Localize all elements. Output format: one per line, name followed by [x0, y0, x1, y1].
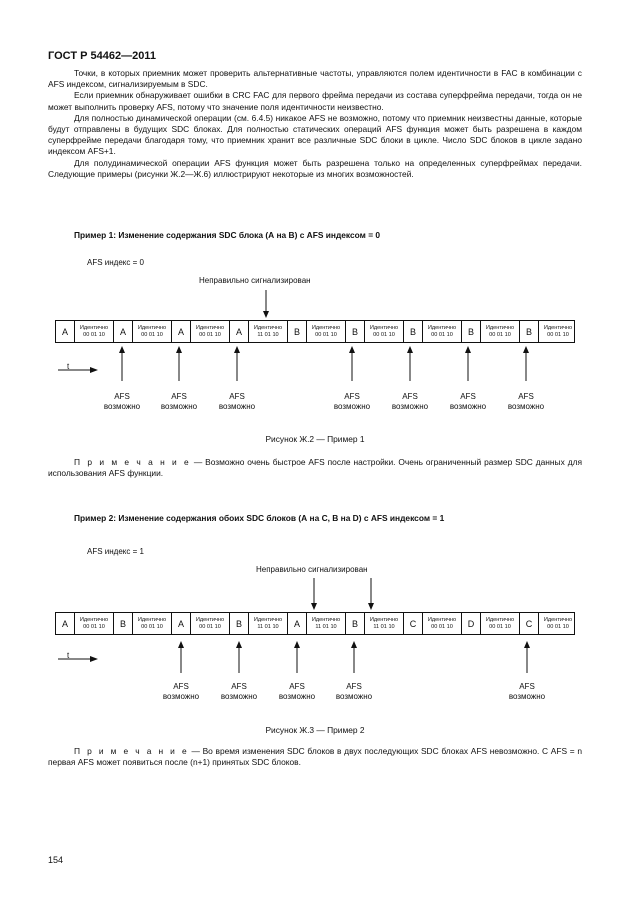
- identity-bits: 00 01 10: [431, 623, 453, 630]
- identity-word: Идентично: [79, 616, 109, 623]
- sdc-block-letter: A: [172, 613, 191, 634]
- sdc-block-letter: C: [520, 613, 539, 634]
- identity-word: Идентично: [253, 324, 283, 331]
- paragraph-2: Если приемник обнаруживает ошибки в CRC FAC для первого фрейма передачи из состава суперфрейма передачи, тогда он не может выполнить проверку AFS, потому что значение поля идентичности неизвестно.: [48, 90, 582, 112]
- identity-word: Идентично: [543, 324, 573, 331]
- afs-possible-label: [324, 682, 384, 702]
- identity-bits: 11 01 10: [373, 623, 395, 630]
- afs-word: AFS: [114, 392, 130, 401]
- afs-word: AFS: [344, 392, 360, 401]
- note-label: П р и м е ч а н и е: [74, 457, 191, 467]
- sdc-block-letter: C: [404, 613, 423, 634]
- afs-arrow-up: [351, 641, 357, 673]
- identity-bits: 11 01 10: [257, 623, 279, 630]
- sdc-block-letter: D: [462, 613, 481, 634]
- sdc-block-letter: B: [520, 321, 539, 342]
- example1-heading: Пример 1: Изменение содержания SDC блока (А на В) с AFS индексом = 0: [74, 230, 381, 240]
- possible-word: возможно: [508, 692, 546, 701]
- identity-bits: 00 01 10: [83, 331, 105, 338]
- identity-bits: 00 01 10: [141, 623, 163, 630]
- possible-word: возможно: [162, 692, 200, 701]
- wrong-signal-arrow-down: [311, 578, 317, 610]
- identity-word: Идентично: [369, 616, 399, 623]
- identity-word: Идентично: [427, 324, 457, 331]
- possible-word: возможно: [333, 402, 371, 411]
- document-header: ГОСТ Р 54462—2011: [48, 50, 156, 62]
- afs-possible-label: [267, 682, 327, 702]
- sdc-block-letter: B: [346, 613, 365, 634]
- possible-word: возможно: [391, 402, 429, 411]
- note-text: — Возможно очень быстрое AFS после настройки. Очень ограниченный размер SDC данных для использования AFS функции.: [48, 457, 583, 479]
- wrong-signal-arrow-down: [368, 578, 374, 610]
- sdc-block-letter: A: [56, 321, 75, 342]
- sdc-block-letter: B: [230, 613, 249, 634]
- page-number: 154: [48, 855, 64, 865]
- possible-word: возможно: [449, 402, 487, 411]
- identity-word: Идентично: [485, 324, 515, 331]
- identity-word: Идентично: [137, 616, 167, 623]
- identity-bits: 00 01 10: [315, 331, 337, 338]
- identity-bits: 00 01 10: [141, 331, 163, 338]
- possible-word: возможно: [103, 402, 141, 411]
- identity-bits: 00 01 10: [547, 331, 569, 338]
- afs-word: AFS: [460, 392, 476, 401]
- identity-word: Идентично: [253, 616, 283, 623]
- possible-word: возможно: [507, 402, 545, 411]
- identity-word: Идентично: [369, 324, 399, 331]
- afs-arrow-up: [524, 641, 530, 673]
- identity-bits: 00 01 10: [489, 331, 511, 338]
- afs-possible-label: [209, 682, 269, 702]
- afs-word: AFS: [171, 392, 187, 401]
- sdc-block-letter: A: [114, 321, 133, 342]
- note-label: П р и м е ч а н и е: [74, 746, 189, 756]
- afs-possible-label: [497, 682, 557, 702]
- possible-word: возможно: [335, 692, 373, 701]
- identity-bits: 00 01 10: [489, 623, 511, 630]
- identity-bits: 11 01 10: [315, 623, 337, 630]
- afs-word: AFS: [346, 682, 362, 691]
- afs-word: AFS: [289, 682, 305, 691]
- paragraph-1: Точки, в которых приемник может проверить альтернативные частоты, управляются полем идентичности в FAC в комбинации с AFS индексом, сигнализируемым в SDC.: [48, 68, 582, 90]
- sdc-block-letter: B: [114, 613, 133, 634]
- example2-wrong-label: Неправильно сигнализирован: [256, 565, 368, 574]
- possible-word: возможно: [218, 402, 256, 411]
- example1-afs-index: AFS индекс = 0: [87, 258, 144, 267]
- sdc-block-letter: B: [462, 321, 481, 342]
- sdc-block-letter: B: [346, 321, 365, 342]
- paragraph-3: Для полностью динамической операции (см. 6.4.5) никакое AFS не возможно, потому что приемник неизвестны данные, которые будут отправлены в будущих SDC блоках. Для полностью статических операций AFS функция может быть разрешена в каждом суперфрейме передачи благодаря тому, что приемник хранит все различные SDC блоки в цикле. Число SDC блоков в цикле задано индексом AFS+1.: [48, 112, 582, 157]
- identity-word: Идентично: [195, 324, 225, 331]
- afs-word: AFS: [519, 682, 535, 691]
- afs-arrow-up: [236, 641, 242, 673]
- identity-word: Идентично: [79, 324, 109, 331]
- example2-note: [48, 746, 582, 768]
- identity-word: Идентично: [195, 616, 225, 623]
- sdc-block-letter: A: [172, 321, 191, 342]
- identity-word: Идентично: [543, 616, 573, 623]
- sdc-block-letter: A: [56, 613, 75, 634]
- afs-word: AFS: [231, 682, 247, 691]
- identity-bits: 00 01 10: [199, 623, 221, 630]
- identity-word: Идентично: [427, 616, 457, 623]
- example2-time-label: t: [67, 651, 70, 660]
- afs-word: AFS: [402, 392, 418, 401]
- sdc-block-letter: B: [288, 321, 307, 342]
- identity-word: Идентично: [311, 324, 341, 331]
- example1-caption: Рисунок Ж.2 — Пример 1: [265, 434, 365, 444]
- afs-possible-label: [151, 682, 211, 702]
- example2-heading: Пример 2: Изменение содержания обоих SDC блоков (А на С, В на D) с AFS индексом = 1: [74, 513, 445, 523]
- identity-word: Идентично: [311, 616, 341, 623]
- note-text: — Во время изменения SDC блоков в двух последующих SDC блоках AFS невозможно. С AFS = n первая AFS может появиться после (n+1) принятых SDC блоков.: [48, 746, 583, 768]
- identity-bits: 00 01 10: [199, 331, 221, 338]
- identity-bits: 00 01 10: [373, 331, 395, 338]
- identity-bits: 11 01 10: [257, 331, 279, 338]
- possible-word: возможно: [220, 692, 258, 701]
- sdc-block-letter: A: [230, 321, 249, 342]
- identity-bits: 00 01 10: [547, 623, 569, 630]
- example2-afs-index: AFS индекс = 1: [87, 547, 144, 556]
- afs-word: AFS: [518, 392, 534, 401]
- identity-bits: 00 01 10: [83, 623, 105, 630]
- identity-bits: 00 01 10: [431, 331, 453, 338]
- example1-time-label: t: [67, 362, 70, 371]
- sdc-block-letter: B: [404, 321, 423, 342]
- afs-arrow-up: [178, 641, 184, 673]
- paragraph-4: Для полудинамической операции AFS функция может быть разрешена только на определенных суперфреймах передачи. Следующие примеры (рисунки Ж.2—Ж.6) иллюстрируют некоторые из многих возможностей.: [48, 157, 582, 179]
- afs-arrow-up: [294, 641, 300, 673]
- identity-word: Идентично: [485, 616, 515, 623]
- afs-word: AFS: [229, 392, 245, 401]
- possible-word: возможно: [278, 692, 316, 701]
- example1-wrong-label: Неправильно сигнализирован: [199, 276, 311, 285]
- afs-word: AFS: [173, 682, 189, 691]
- sdc-block-letter: A: [288, 613, 307, 634]
- example2-caption: Рисунок Ж.3 — Пример 2: [265, 725, 365, 735]
- possible-word: возможно: [160, 402, 198, 411]
- identity-word: Идентично: [137, 324, 167, 331]
